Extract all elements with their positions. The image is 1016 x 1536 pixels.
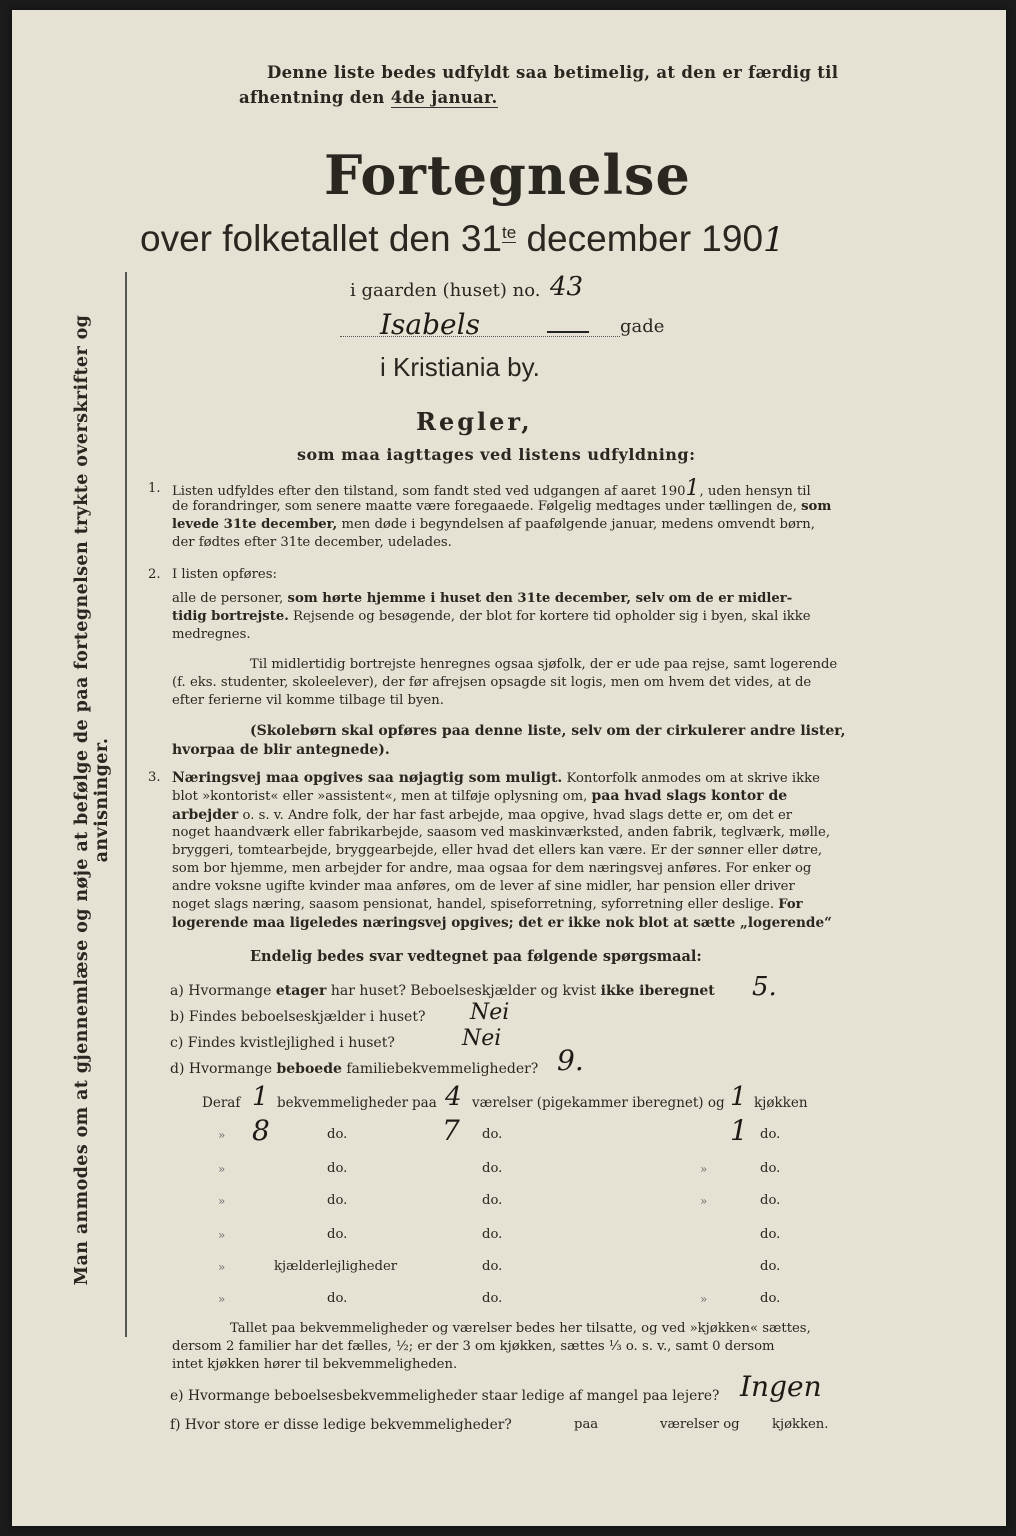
rule-2-line-2 <box>172 590 792 608</box>
footer-note-3: intet kjøkken hører til bekvemmeligheden. <box>172 1357 458 1372</box>
rule-1-text: Listen udfyldes efter den tilstand, som fandt sted ved udgangen af aaret 190 <box>172 484 686 499</box>
table-kjokken: kjøkken <box>754 1095 808 1111</box>
row-5-do-3: do. <box>760 1227 781 1242</box>
q-e-text: Hvormange beboelsesbekvemmeligheder staar ledige af mangel paa lejere? <box>187 1388 720 1404</box>
row-4-do-3: do. <box>760 1193 781 1208</box>
question-e <box>170 1387 719 1405</box>
row-7-do-1: do. <box>327 1291 348 1306</box>
notice-prefix: afhentning den <box>239 88 385 107</box>
rule-2-l2-bold: som hørte hjemme i huset den 31te december, selv om de er midler- <box>287 591 793 606</box>
rule-2-l2-text: alle de personer, <box>172 591 284 606</box>
street-dash <box>547 331 589 333</box>
q-f-vaer: værelser og <box>660 1417 740 1432</box>
q-c-text: Findes kvistlejlighed i huset? <box>187 1035 395 1051</box>
rules-subheading: som maa iagttages ved listens udfyldning: <box>297 445 696 464</box>
q-b-text: Findes beboelseskjælder i huset? <box>188 1009 426 1025</box>
row-7-mark: » <box>218 1292 226 1306</box>
rule-2-line-3 <box>172 608 811 626</box>
rules-heading: Regler, <box>416 407 533 436</box>
question-d <box>170 1060 538 1078</box>
rule-3-l3-text: o. s. v. Andre folk, der har fast arbejde, maa opgive, hvad slags dette er, om det er <box>242 808 793 823</box>
census-form-page <box>12 10 1006 1526</box>
rule-1-line-2 <box>172 498 831 516</box>
table-vaer-label: værelser (pigekammer iberegnet) og <box>472 1095 725 1111</box>
rule-3-line-3 <box>172 806 792 825</box>
row-2-rooms: 7 <box>442 1114 460 1147</box>
rule-1-number: 1. <box>148 481 161 496</box>
rule-3-line-5: bryggeri, tomtearbejde, bryggearbejde, eller hvad det ellers kan være. Er der sønner eller døtre, <box>172 843 823 858</box>
gade-label: gade <box>620 316 665 337</box>
rule-1-l3-bold: levede 31te december, <box>172 517 338 532</box>
row-2-mark: » <box>218 1128 226 1142</box>
q-d-label: d) <box>170 1061 185 1077</box>
row-6-mark: » <box>218 1260 226 1274</box>
row-5-do-2: do. <box>482 1227 503 1242</box>
subtitle-suffix: december 190 <box>526 218 764 259</box>
row-2-count: 8 <box>252 1114 270 1147</box>
rule-3-line-4: noget haandværk eller fabrikarbejde, saasom ved maskinværksted, anden fabrik, teglværk, mølle, <box>172 825 831 840</box>
rule-3-line-9: logerende maa ligeledes næringsvej opgives; det er ikke nok blot at sætte „logerende“ <box>172 915 832 931</box>
row-5-mark: » <box>218 1228 226 1242</box>
q-f-label: f) <box>170 1417 181 1433</box>
subtitle-year-hand: 1 <box>763 220 785 260</box>
rule-3-l2-bold: paa hvad slags kontor de <box>591 788 788 804</box>
row-6-do-2: do. <box>482 1259 503 1274</box>
row-2-kitchens: 1 <box>730 1114 748 1147</box>
rule-3-line-8 <box>172 896 803 914</box>
q-a-label: a) <box>170 983 184 999</box>
rule-2-line-6: (f. eks. studenter, skoleelever), der før afrejsen opsagde sit logis, men om hvem det vides, at de <box>172 675 812 690</box>
q-a-text2: har huset? Beboelseskjælder og kvist <box>330 983 597 999</box>
answer-d: 9. <box>557 1044 584 1077</box>
rule-1-line-3 <box>172 516 815 534</box>
rule-1-l2-bold: som <box>801 499 832 514</box>
rule-3-l2-text: blot »kontorist« eller »assistent«, men at tilføje oplysning om, <box>172 789 588 804</box>
table-paa: paa <box>412 1095 437 1111</box>
row-3-mark-2: » <box>700 1162 708 1176</box>
gaard-label: i gaarden (huset) no. <box>350 280 541 301</box>
row-5-do-1: do. <box>327 1227 348 1242</box>
row-6-do-3: do. <box>760 1259 781 1274</box>
side-divider <box>125 272 127 1337</box>
q-d-text1: Hvormange <box>188 1061 273 1077</box>
answer-c: Nei <box>462 1026 502 1051</box>
row-1-count: 1 <box>252 1082 269 1112</box>
rule-3-l8-bold: For <box>778 897 803 912</box>
q-f-text: Hvor store er disse ledige bekvemmeligheder? <box>184 1417 512 1433</box>
row-2-do-1: do. <box>327 1127 348 1142</box>
row-1-rooms: 4 <box>445 1082 462 1112</box>
q-a-bold1: etager <box>275 983 327 999</box>
subtitle-sup: te <box>502 222 517 242</box>
row-3-mark: » <box>218 1162 226 1176</box>
row-7-mark-2: » <box>700 1292 708 1306</box>
row-4-do-2: do. <box>482 1193 503 1208</box>
rule-2-line-7: efter ferierne vil komme tilbage til byen. <box>172 693 444 708</box>
rule-2-l3-bold: tidig bortrejste. <box>172 609 289 624</box>
rule-1-l3-text: men døde i begyndelsen af paafølgende januar, medens omvendt børn, <box>341 517 815 532</box>
subtitle-prefix: over folketallet den 31 <box>140 218 503 259</box>
rule-2-line-8: (Skolebørn skal opføres paa denne liste, selv om der cirkulerer andre lister, <box>250 723 846 739</box>
question-c <box>170 1034 395 1052</box>
rule-2-line-4: medregnes. <box>172 627 251 642</box>
rule-3-number: 3. <box>148 770 161 785</box>
rule-3-line-1 <box>172 769 820 788</box>
notice-date: 4de januar. <box>390 88 498 107</box>
q-c-label: c) <box>170 1035 184 1051</box>
rule-3-l1-text: Kontorfolk anmodes om at skrive ikke <box>566 771 820 786</box>
footer-note-2: dersom 2 familier har det fælles, ½; er der 3 om kjøkken, sættes ⅓ o. s. v., samt 0 dersom <box>172 1339 775 1354</box>
question-f <box>170 1416 512 1434</box>
row-2-do-2: do. <box>482 1127 503 1142</box>
row-3-do-2: do. <box>482 1161 503 1176</box>
questions-intro: Endelig bedes svar vedtegnet paa følgende spørgsmaal: <box>250 948 702 965</box>
q-d-text2: familiebekvemmeligheder? <box>346 1061 539 1077</box>
answer-a: 5. <box>752 972 777 1002</box>
row-2-do-3: do. <box>760 1127 781 1142</box>
rule-3-l8-text: noget slags næring, saasom pensionat, handel, spiseforretning, syforretning eller deslige. <box>172 897 775 912</box>
rule-1-line-4: der fødtes efter 31te december, udelades. <box>172 535 452 550</box>
q-b-label: b) <box>170 1009 185 1025</box>
row-3-do-3: do. <box>760 1161 781 1176</box>
rule-2-line-1: I listen opføres: <box>172 567 277 582</box>
table-bekv-label: bekvemmeligheder <box>277 1095 409 1111</box>
rule-2-line-9: hvorpaa de blir antegnede). <box>172 742 390 758</box>
subtitle <box>140 218 785 260</box>
rule-3-line-7: andre voksne ugifte kvinder maa anføres, om de lever af sine midler, har pension eller driver <box>172 879 795 894</box>
rule-1-hand: 1 <box>685 476 700 501</box>
rule-3-l3-bold: arbejder <box>172 807 239 823</box>
rule-3-line-2 <box>172 787 787 806</box>
notice-line-2 <box>239 88 498 107</box>
rule-1-end: , uden hensyn til <box>699 484 811 499</box>
rule-3-l1-bold: Næringsvej maa opgives saa nøjagtig som muligt. <box>172 770 563 786</box>
street-name: Isabels <box>380 308 480 341</box>
answer-b: Nei <box>470 1000 510 1025</box>
city: i Kristiania by. <box>380 352 540 382</box>
page-title: Fortegnelse <box>324 143 691 207</box>
q-f-paa: paa <box>574 1417 599 1432</box>
q-e-label: e) <box>170 1388 184 1404</box>
rule-1-l2-text: de forandringer, som senere maatte være foregaaede. Følgelig medtages under tællingen de, <box>172 499 797 514</box>
answer-e: Ingen <box>740 1370 822 1403</box>
house-number: 43 <box>550 272 584 302</box>
row-6-kjaelder: kjælderlejligheder <box>274 1259 398 1274</box>
footer-note-1: Tallet paa bekvemmeligheder og værelser bedes her tilsatte, og ved »kjøkken« sættes, <box>230 1321 811 1336</box>
rule-3-line-6: som bor hjemme, men arbejder for andre, maa ogsaa for dem næringsvej anføres. For enker og <box>172 861 812 876</box>
row-4-do-1: do. <box>327 1193 348 1208</box>
rule-2-l3-text: Rejsende og besøgende, der blot for kortere tid opholder sig i byen, skal ikke <box>293 609 811 624</box>
row-4-mark-2: » <box>700 1194 708 1208</box>
q-a-bold2: ikke iberegnet <box>600 983 715 999</box>
q-a-text1: Hvormange <box>188 983 272 999</box>
table-deraf: Deraf <box>202 1095 241 1111</box>
rule-2-line-5: Til midlertidig bortrejste henregnes ogsaa sjøfolk, der er ude paa rejse, samt logerende <box>250 657 838 672</box>
notice-line-1: Denne liste bedes udfyldt saa betimelig, at den er færdig til <box>267 63 839 82</box>
side-instruction: Man anmodes om at gjennemlæse og nøje at befølge de paa fortegnelsen trykte overskrifter og anvisninger. <box>72 314 112 1286</box>
row-7-do-3: do. <box>760 1291 781 1306</box>
q-f-kjokken: kjøkken. <box>772 1417 829 1432</box>
question-a <box>170 982 715 1000</box>
rule-2-number: 2. <box>148 567 161 582</box>
row-7-do-2: do. <box>482 1291 503 1306</box>
row-3-do-1: do. <box>327 1161 348 1176</box>
question-b <box>170 1008 425 1026</box>
row-4-mark: » <box>218 1194 226 1208</box>
q-d-bold: beboede <box>276 1061 342 1077</box>
row-1-kitchens: 1 <box>730 1082 747 1112</box>
